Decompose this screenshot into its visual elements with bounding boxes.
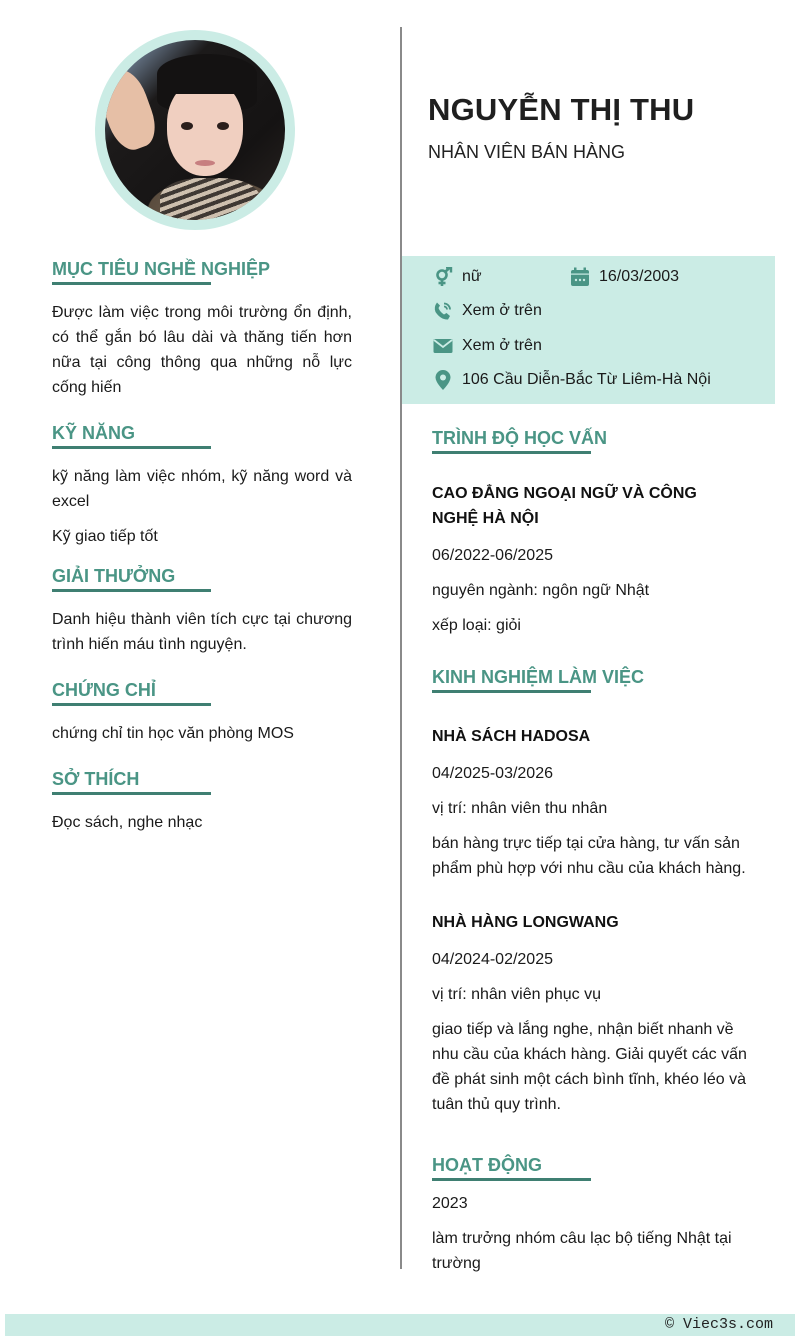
school-name: CAO ĐẲNG NGOẠI NGỮ VÀ CÔNG NGHỆ HÀ NỘI <box>432 485 697 527</box>
section-title-skills: KỸ NĂNG <box>52 423 136 443</box>
section-title-experience: KINH NGHIỆM LÀM VIỆC <box>432 667 645 687</box>
skill-item: kỹ năng làm việc nhóm, kỹ năng word và excel <box>52 468 352 510</box>
section-title-hobbies: SỞ THÍCH <box>52 769 140 789</box>
phone-value: Xem ở trên <box>462 302 542 319</box>
section-underline <box>52 792 211 795</box>
phone-row <box>432 300 542 322</box>
birthdate-row <box>569 266 679 288</box>
activity-text: làm trưởng nhóm câu lạc bộ tiếng Nhật tại trường <box>432 1230 732 1272</box>
objective-section <box>52 258 352 400</box>
education-period: 06/2022-06/2025 <box>432 547 553 564</box>
hobbies-section <box>52 768 352 835</box>
address-row <box>432 369 711 391</box>
section-title-activities: HOẠT ĐỘNG <box>432 1155 542 1175</box>
certificates-section <box>52 679 352 746</box>
education-section <box>432 427 762 638</box>
avatar <box>105 40 285 220</box>
job-period: 04/2025-03/2026 <box>432 765 553 782</box>
education-major: nguyên ngành: ngôn ngữ Nhật <box>432 582 650 599</box>
section-underline <box>52 446 211 449</box>
section-underline <box>432 1178 591 1181</box>
job-description: giao tiếp và lắng nghe, nhận biết nhanh về nhu cầu của khách hàng. Giải quyết các vấn đề phát sinh một cách bình tĩnh, khéo léo và tuân thủ quy trình. <box>432 1021 747 1113</box>
company-name: NHÀ SÁCH HADOSA <box>432 728 591 745</box>
phone-icon <box>432 300 454 322</box>
activities-section <box>432 1154 762 1276</box>
section-underline <box>432 451 591 454</box>
left-column <box>52 258 352 835</box>
footer-bar <box>5 1314 795 1336</box>
experience-section <box>432 666 762 1117</box>
activity-year: 2023 <box>432 1195 468 1212</box>
job-entry <box>432 910 762 1117</box>
email-value: Xem ở trên <box>462 337 542 354</box>
section-underline <box>52 282 211 285</box>
calendar-icon <box>569 266 591 288</box>
section-underline <box>432 690 591 693</box>
company-name: NHÀ HÀNG LONGWANG <box>432 914 619 931</box>
gender-row <box>432 266 482 288</box>
section-underline <box>52 703 211 706</box>
copyright-link[interactable]: © Viec3s.com <box>664 1316 773 1333</box>
skills-section <box>52 422 352 549</box>
hobbies-text: Đọc sách, nghe nhạc <box>52 814 203 831</box>
email-icon <box>432 335 454 357</box>
avatar-frame <box>95 30 295 230</box>
job-period: 04/2024-02/2025 <box>432 951 553 968</box>
award-text: Danh hiệu thành viên tích cực tại chương trình hiến máu tình nguyện. <box>52 611 352 653</box>
address-value: 106 Cầu Diễn-Bắc Từ Liêm-Hà Nội <box>462 371 711 388</box>
section-title-certificates: CHỨNG CHỈ <box>52 680 156 700</box>
job-description: bán hàng trực tiếp tại cửa hàng, tư vấn sản phẩm phù hợp với nhu cầu của khách hàng. <box>432 835 746 877</box>
job-position: vị trí: nhân viên thu nhân <box>432 800 608 817</box>
job-position: vị trí: nhân viên phục vụ <box>432 986 601 1003</box>
contact-info-panel <box>402 256 775 404</box>
section-title-education: TRÌNH ĐỘ HỌC VẤN <box>432 428 607 448</box>
birthdate-value: 16/03/2003 <box>599 268 680 285</box>
job-entry <box>432 724 762 881</box>
job-title: NHÂN VIÊN BÁN HÀNG <box>428 142 626 162</box>
gender-value: nữ <box>462 268 482 285</box>
certificate-text: chứng chỉ tin học văn phòng MOS <box>52 725 294 742</box>
location-pin-icon <box>432 369 454 391</box>
section-title-objective: MỤC TIÊU NGHỀ NGHIỆP <box>52 259 271 279</box>
section-title-awards: GIẢI THƯỞNG <box>52 566 176 586</box>
section-underline <box>52 589 211 592</box>
gender-icon <box>432 266 454 288</box>
objective-text: Được làm việc trong môi trường ổn định, có thể gắn bó lâu dài và thăng tiến hơn nữa tại công thông qua những nỗ lực cống hiến <box>52 304 352 396</box>
education-grade: xếp loại: giỏi <box>432 617 521 634</box>
email-row <box>432 335 542 357</box>
awards-section <box>52 565 352 657</box>
column-divider <box>400 27 402 1269</box>
skill-item: Kỹ giao tiếp tốt <box>52 528 158 545</box>
candidate-name: NGUYỄN THỊ THU <box>428 92 695 127</box>
